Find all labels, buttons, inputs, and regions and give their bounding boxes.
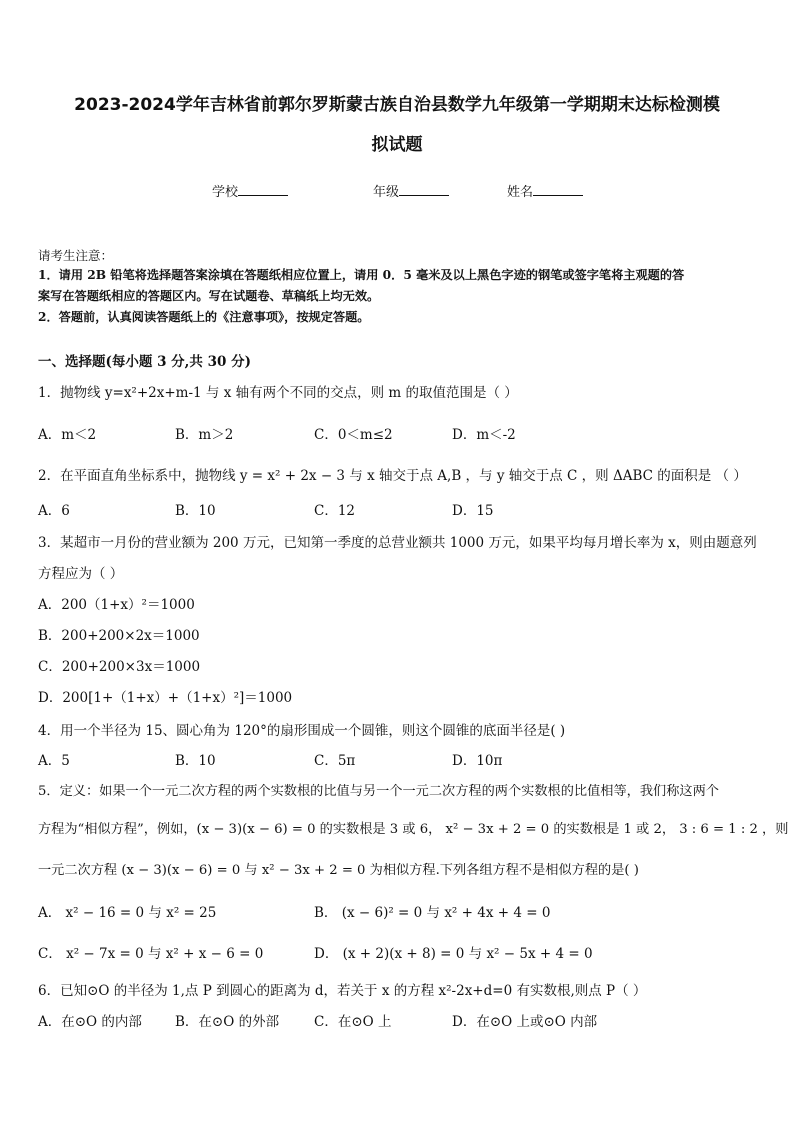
- section1-heading: 一、选择题(每小题 3 分,共 30 分): [38, 354, 251, 370]
- grade-label: 年级: [373, 185, 400, 200]
- school-label: 学校: [212, 185, 239, 200]
- q1-stem: 1．抛物线 y=x²+2x+m-1 与 x 轴有两个不同的交点，则 m 的取值范围是（ ）: [38, 385, 518, 401]
- q3-option-d[interactable]: D．200[1+（1+x）+（1+x）²]＝1000: [38, 690, 293, 706]
- q1-option-c[interactable]: C．0＜m≤2: [314, 427, 393, 443]
- grade-field[interactable]: [373, 181, 449, 200]
- notice-item1-line2: 案写在答题纸相应的答题区内。写在试题卷、草稿纸上均无效。: [38, 289, 380, 303]
- q5-option-d[interactable]: D． (x + 2)(x + 8) = 0 与 x² − 5x + 4 = 0: [314, 946, 593, 962]
- q3-option-a[interactable]: A．200（1+x）²＝1000: [38, 597, 195, 613]
- exam-title-line1: 2023-2024学年吉林省前郭尔罗斯蒙古族自治县数学九年级第一学期期末达标检测模: [74, 95, 720, 115]
- q5-stem-line3: 一元二次方程 (x − 3)(x − 6) = 0 与 x² − 3x + 2 = 0 为相似方程.下列各组方程不是相似方程的是( ): [38, 863, 639, 878]
- q5-option-b[interactable]: B． (x − 6)² = 0 与 x² + 4x + 4 = 0: [314, 905, 551, 921]
- notice-item2: 2．答题前，认真阅读答题纸上的《注意事项》，按规定答题。: [38, 310, 370, 324]
- q4-stem: 4．用一个半径为 15、圆心角为 120°的扇形围成一个圆锥，则这个圆锥的底面半径是( ): [38, 723, 566, 739]
- q1-option-d[interactable]: D．m＜-2: [452, 427, 516, 443]
- q1-option-a[interactable]: A．m＜2: [38, 427, 97, 443]
- q2-option-d[interactable]: D．15: [452, 503, 494, 519]
- school-field[interactable]: [212, 181, 288, 200]
- q3-option-b[interactable]: B．200+200×2x＝1000: [38, 628, 200, 644]
- exam-title-line2: 拟试题: [371, 135, 423, 155]
- q2-option-b[interactable]: B．10: [175, 503, 216, 519]
- q4-option-c[interactable]: C．5π: [314, 753, 356, 769]
- q2-option-a[interactable]: A．6: [38, 503, 70, 519]
- q3-stem-line1: 3．某超市一月份的营业额为 200 万元，已知第一季度的总营业额共 1000 万元，如果平均每月增长率为 x，则由题意列: [38, 535, 757, 551]
- q6-option-b[interactable]: B．在⊙O 的外部: [175, 1014, 280, 1030]
- name-label: 姓名: [507, 185, 534, 200]
- q6-option-d[interactable]: D．在⊙O 上或⊙O 内部: [452, 1014, 598, 1030]
- q4-option-d[interactable]: D．10π: [452, 753, 503, 769]
- q5-option-c[interactable]: C． x² − 7x = 0 与 x² + x − 6 = 0: [38, 946, 264, 962]
- q6-option-c[interactable]: C．在⊙O 上: [314, 1014, 392, 1030]
- q5-option-a[interactable]: A． x² − 16 = 0 与 x² = 25: [38, 905, 217, 921]
- q4-option-b[interactable]: B．10: [175, 753, 216, 769]
- q2-stem: 2．在平面直角坐标系中，抛物线 y = x² + 2x − 3 与 x 轴交于点 A,B ，与 y 轴交于点 C ，则 ΔABC 的面积是 （ ）: [38, 468, 747, 484]
- notice-item1-line1: 1．请用 2B 铅笔将选择题答案涂填在答题纸相应位置上，请用 0．5 毫米及以上黑色字迹的钢笔或签字笔将主观题的答: [38, 268, 685, 282]
- name-field[interactable]: [507, 181, 583, 200]
- grade-blank[interactable]: [399, 183, 449, 196]
- q5-stem-line2: 方程为“相似方程”，例如，(x − 3)(x − 6) = 0 的实数根是 3 或 6， x² − 3x + 2 = 0 的实数根是 1 或 2， 3 : 6 = 1 : 2 ，则: [38, 822, 789, 837]
- q5-stem-line1: 5．定义：如果一个一元二次方程的两个实数根的比值与另一个一元二次方程的两个实数根的比值相等，我们称这两个: [38, 784, 719, 799]
- name-blank[interactable]: [533, 183, 583, 196]
- q3-stem-line2: 方程应为（ ）: [38, 566, 124, 582]
- q2-option-c[interactable]: C．12: [314, 503, 356, 519]
- q1-option-b[interactable]: B．m＞2: [175, 427, 234, 443]
- notice-heading: 请考生注意：: [38, 248, 114, 263]
- q6-option-a[interactable]: A．在⊙O 的内部: [38, 1014, 142, 1030]
- q6-stem: 6．已知⊙O 的半径为 1,点 P 到圆心的距离为 d，若关于 x 的方程 x²-2x+d=0 有实数根,则点 P（ ）: [38, 983, 647, 999]
- q3-option-c[interactable]: C．200+200×3x＝1000: [38, 659, 201, 675]
- school-blank[interactable]: [238, 183, 288, 196]
- q4-option-a[interactable]: A．5: [38, 753, 70, 769]
